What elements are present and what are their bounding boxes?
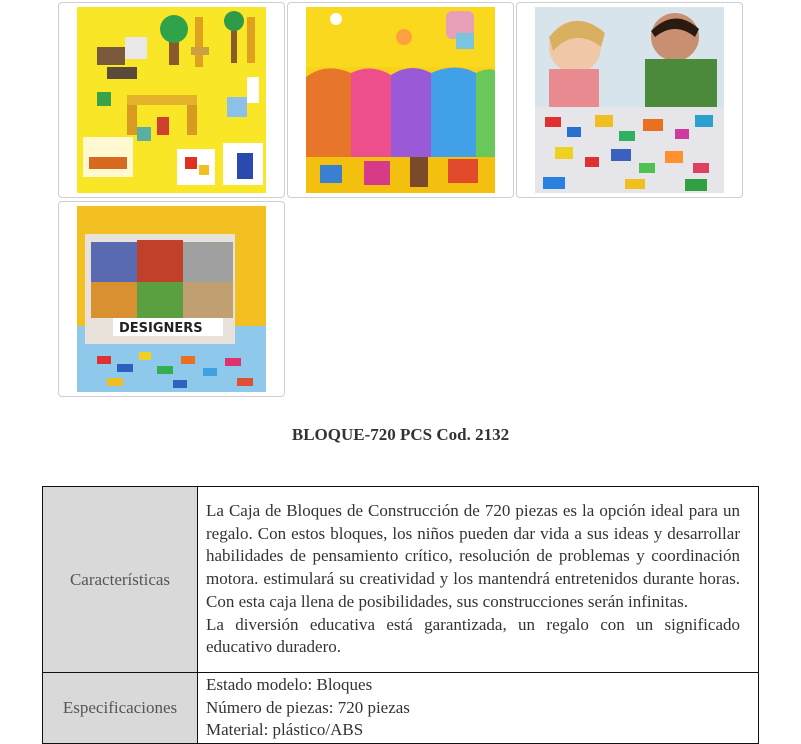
row-label-caracteristicas: Características bbox=[43, 487, 198, 673]
thumbnail-4[interactable] bbox=[58, 201, 285, 397]
spec-line: Número de piezas: 720 piezas bbox=[206, 697, 410, 717]
thumbnail-2[interactable] bbox=[287, 2, 514, 198]
spec-line: Material: plástico/ABS bbox=[206, 720, 364, 740]
description-paragraph: La diversión educativa está garantizada, un regalo con un significado educativo duradero. bbox=[206, 614, 740, 657]
bricks-pile-image bbox=[306, 7, 495, 193]
spec-line: Estado modelo: Bloques bbox=[206, 675, 373, 694]
thumbnail-3[interactable] bbox=[516, 2, 743, 198]
product-title: BLOQUE-720 PCS Cod. 2132 bbox=[291, 425, 510, 444]
kids-playing-image bbox=[535, 7, 724, 193]
row-value-caracteristicas bbox=[198, 487, 759, 673]
designers-box-image bbox=[77, 206, 266, 392]
animals-build-image bbox=[77, 7, 266, 193]
row-label-especificaciones: Especificaciones bbox=[43, 673, 198, 744]
row-value-especificaciones bbox=[198, 673, 759, 744]
table-row bbox=[43, 487, 759, 673]
description-paragraph: La Caja de Bloques de Construcción de 720 piezas es la opción ideal para un regalo. Con estos bloques, los niños pueden dar vida a sus ideas y desarrollar habilidades de pensamiento crítico, resolución de problemas y coordinación motora. estimulará su creatividad y los mantendrá entretenidos durante horas. Con esta caja llena de posibilidades, sus construcciones serán infinitas. bbox=[206, 501, 740, 611]
table-row bbox=[43, 673, 759, 744]
box-brand-text: DESIGNERS bbox=[119, 321, 203, 336]
thumbnail-1[interactable] bbox=[58, 2, 285, 198]
specs-table bbox=[42, 486, 759, 744]
